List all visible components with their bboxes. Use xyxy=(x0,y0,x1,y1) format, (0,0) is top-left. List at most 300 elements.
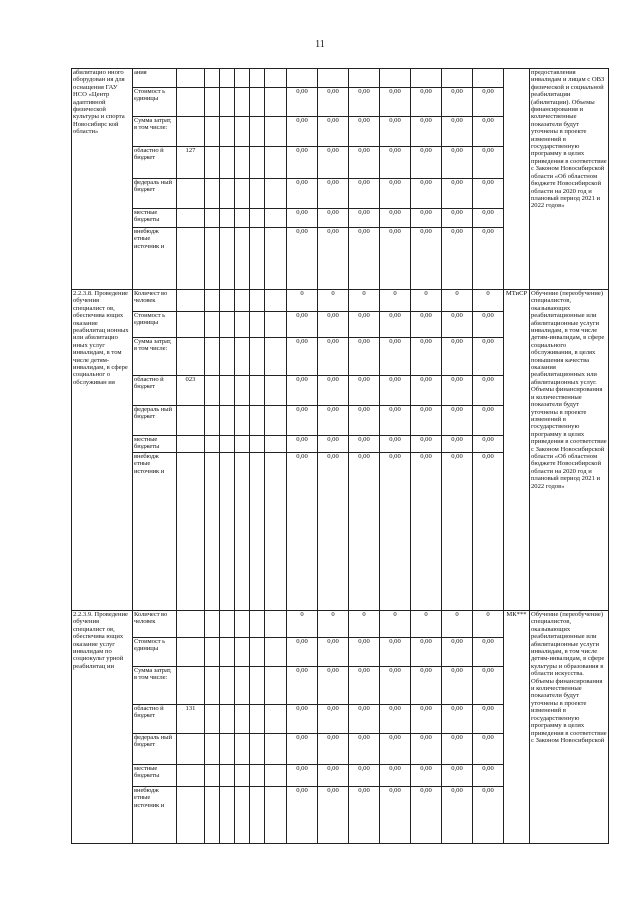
value-cell: 0,00 xyxy=(318,705,349,734)
value-cell: 0,00 xyxy=(349,338,380,376)
empty-code-cell xyxy=(220,667,235,705)
value-cell: 0,00 xyxy=(287,734,318,765)
empty-code-cell xyxy=(205,638,220,667)
value-cell: 0,00 xyxy=(380,705,411,734)
indicator-label-cell: Количест во человек xyxy=(133,290,177,312)
empty-code-cell xyxy=(235,69,250,88)
empty-code-cell xyxy=(235,406,250,436)
value-cell: 0,00 xyxy=(380,117,411,147)
empty-code-cell xyxy=(265,117,287,147)
value-cell: 0,00 xyxy=(473,147,504,179)
empty-code-cell xyxy=(250,406,265,436)
value-cell: 0,00 xyxy=(287,338,318,376)
value-cell: 0,00 xyxy=(380,147,411,179)
empty-code-cell xyxy=(235,734,250,765)
value-cell: 0,00 xyxy=(287,667,318,705)
value-cell: 0,00 xyxy=(473,638,504,667)
empty-code-cell xyxy=(250,705,265,734)
value-cell: 0,00 xyxy=(442,453,473,611)
empty-code-cell xyxy=(265,88,287,117)
value-cell: 0,00 xyxy=(380,179,411,209)
empty-code-cell xyxy=(220,638,235,667)
empty-code-cell xyxy=(235,638,250,667)
value-cell: 0,00 xyxy=(318,117,349,147)
empty-code-cell xyxy=(220,88,235,117)
value-cell: 0,00 xyxy=(473,453,504,611)
empty-code-cell xyxy=(220,787,235,844)
budget-code-cell xyxy=(177,88,205,117)
empty-code-cell xyxy=(235,765,250,787)
empty-code-cell xyxy=(250,436,265,453)
value-cell: 0,00 xyxy=(473,117,504,147)
value-cell: 0,00 xyxy=(442,667,473,705)
empty-code-cell xyxy=(250,734,265,765)
indicator-label-cell: внебюдж етные источник и xyxy=(133,228,177,290)
value-cell: 0,00 xyxy=(380,667,411,705)
value-cell: 0,00 xyxy=(287,436,318,453)
empty-code-cell xyxy=(250,638,265,667)
empty-code-cell xyxy=(220,147,235,179)
value-cell: 0,00 xyxy=(287,406,318,436)
value-cell: 0,00 xyxy=(442,228,473,290)
empty-code-cell xyxy=(205,436,220,453)
empty-code-cell xyxy=(250,147,265,179)
value-cell: 0,00 xyxy=(442,765,473,787)
value-cell: 0,00 xyxy=(442,209,473,228)
executor-cell: МТиСР xyxy=(504,290,530,611)
value-cell: 0,00 xyxy=(318,667,349,705)
value-cell: 0,00 xyxy=(442,179,473,209)
value-cell xyxy=(411,69,442,88)
empty-code-cell xyxy=(235,290,250,312)
empty-code-cell xyxy=(205,453,220,611)
empty-code-cell xyxy=(205,290,220,312)
value-cell: 0,00 xyxy=(287,638,318,667)
value-cell: 0,00 xyxy=(349,765,380,787)
value-cell: 0,00 xyxy=(473,179,504,209)
empty-code-cell xyxy=(220,338,235,376)
value-cell: 0 xyxy=(349,611,380,638)
value-cell: 0 xyxy=(442,611,473,638)
empty-code-cell xyxy=(220,290,235,312)
value-cell: 0,00 xyxy=(318,453,349,611)
value-cell: 0,00 xyxy=(380,312,411,338)
value-cell: 0,00 xyxy=(287,228,318,290)
empty-code-cell xyxy=(205,228,220,290)
indicator-label-cell: федераль ный бюджет xyxy=(133,179,177,209)
empty-code-cell xyxy=(250,611,265,638)
empty-code-cell xyxy=(220,228,235,290)
indicator-label-cell: внебюдж етные источник и xyxy=(133,453,177,611)
budget-code-cell xyxy=(177,734,205,765)
value-cell: 0,00 xyxy=(380,734,411,765)
value-cell: 0,00 xyxy=(473,734,504,765)
table-row xyxy=(72,69,609,88)
empty-code-cell xyxy=(265,338,287,376)
empty-code-cell xyxy=(220,209,235,228)
value-cell: 0,00 xyxy=(287,312,318,338)
empty-code-cell xyxy=(265,787,287,844)
budget-code-cell xyxy=(177,179,205,209)
value-cell: 0,00 xyxy=(349,179,380,209)
value-cell xyxy=(473,69,504,88)
value-cell: 0,00 xyxy=(318,147,349,179)
value-cell: 0,00 xyxy=(349,734,380,765)
activity-name-cell: абилитацио нного оборудован ия для оснащения ГАУ НСО «Центр адаптивной физической культуры и спорта Новосибирс кой области» xyxy=(72,69,133,290)
indicator-label-cell: местные бюджеты xyxy=(133,209,177,228)
empty-code-cell xyxy=(250,667,265,705)
empty-code-cell xyxy=(235,436,250,453)
value-cell: 0,00 xyxy=(380,787,411,844)
value-cell: 0,00 xyxy=(318,406,349,436)
value-cell: 0,00 xyxy=(380,453,411,611)
page-number: 11 xyxy=(315,39,325,50)
empty-code-cell xyxy=(235,338,250,376)
empty-code-cell xyxy=(205,338,220,376)
value-cell: 0,00 xyxy=(349,88,380,117)
value-cell xyxy=(380,69,411,88)
value-cell: 0,00 xyxy=(380,406,411,436)
indicator-label-cell: Стоимост ь единицы xyxy=(133,88,177,117)
value-cell: 0,00 xyxy=(287,376,318,406)
value-cell: 0 xyxy=(411,290,442,312)
value-cell: 0,00 xyxy=(411,228,442,290)
value-cell: 0,00 xyxy=(380,228,411,290)
value-cell: 0,00 xyxy=(411,667,442,705)
empty-code-cell xyxy=(205,376,220,406)
empty-code-cell xyxy=(250,228,265,290)
value-cell: 0,00 xyxy=(349,406,380,436)
empty-code-cell xyxy=(205,406,220,436)
indicator-label-cell: федераль ный бюджет xyxy=(133,734,177,765)
value-cell: 0,00 xyxy=(380,638,411,667)
value-cell: 0,00 xyxy=(442,338,473,376)
value-cell: 0,00 xyxy=(287,117,318,147)
value-cell: 0,00 xyxy=(349,638,380,667)
empty-code-cell xyxy=(205,69,220,88)
empty-code-cell xyxy=(250,338,265,376)
budget-code-cell xyxy=(177,69,205,88)
empty-code-cell xyxy=(250,117,265,147)
value-cell: 0,00 xyxy=(442,638,473,667)
empty-code-cell xyxy=(205,147,220,179)
empty-code-cell xyxy=(250,376,265,406)
empty-code-cell xyxy=(220,312,235,338)
note-cell: Обучение (переобучение) специалистов, оказывающих реабилитационные или абилитационные услуги инвалидам, в том числе детям-инвалидам, в сфере культуры и образования в области искусства. Объемы финансирования и количественные показатели будут уточнены в проекте изменений в государственную программу в целях приведения в соответствие с Законом Новосибирской xyxy=(530,611,609,844)
empty-code-cell xyxy=(250,69,265,88)
value-cell: 0,00 xyxy=(411,147,442,179)
value-cell: 0,00 xyxy=(411,453,442,611)
value-cell: 0,00 xyxy=(318,734,349,765)
activity-name-cell: 2.2.3.8. Проведение обучения специалист ов, обеспечива ющих оказание реабилитац ионных или абилитацио нных услуг инвалидам, в том числе детям-инвалидам, в сфере социальног о обслуживан ия xyxy=(72,290,133,611)
empty-code-cell xyxy=(265,209,287,228)
value-cell: 0,00 xyxy=(349,436,380,453)
value-cell: 0 xyxy=(287,290,318,312)
value-cell: 0,00 xyxy=(411,338,442,376)
value-cell xyxy=(287,69,318,88)
value-cell xyxy=(442,69,473,88)
value-cell: 0,00 xyxy=(473,209,504,228)
value-cell: 0,00 xyxy=(473,705,504,734)
value-cell: 0,00 xyxy=(442,117,473,147)
empty-code-cell xyxy=(250,88,265,117)
value-cell: 0,00 xyxy=(318,88,349,117)
value-cell: 0,00 xyxy=(473,338,504,376)
value-cell: 0,00 xyxy=(473,667,504,705)
value-cell: 0,00 xyxy=(380,376,411,406)
empty-code-cell xyxy=(235,376,250,406)
empty-code-cell xyxy=(265,436,287,453)
empty-code-cell xyxy=(265,147,287,179)
empty-code-cell xyxy=(235,667,250,705)
empty-code-cell xyxy=(235,611,250,638)
value-cell: 0,00 xyxy=(442,436,473,453)
value-cell: 0,00 xyxy=(287,209,318,228)
empty-code-cell xyxy=(235,179,250,209)
indicator-label-cell: Сумма затрат, в том числе: xyxy=(133,117,177,147)
empty-code-cell xyxy=(205,312,220,338)
indicator-label-cell: Количест во человек xyxy=(133,611,177,638)
empty-code-cell xyxy=(235,312,250,338)
budget-code-cell xyxy=(177,312,205,338)
empty-code-cell xyxy=(220,69,235,88)
empty-code-cell xyxy=(265,179,287,209)
empty-code-cell xyxy=(205,88,220,117)
empty-code-cell xyxy=(265,453,287,611)
empty-code-cell xyxy=(265,69,287,88)
value-cell: 0,00 xyxy=(380,338,411,376)
value-cell: 0,00 xyxy=(411,787,442,844)
empty-code-cell xyxy=(265,734,287,765)
empty-code-cell xyxy=(205,611,220,638)
value-cell: 0,00 xyxy=(473,376,504,406)
empty-code-cell xyxy=(235,705,250,734)
value-cell: 0,00 xyxy=(411,209,442,228)
value-cell: 0,00 xyxy=(318,376,349,406)
value-cell: 0,00 xyxy=(349,376,380,406)
empty-code-cell xyxy=(265,638,287,667)
empty-code-cell xyxy=(205,179,220,209)
value-cell: 0,00 xyxy=(442,88,473,117)
empty-code-cell xyxy=(250,453,265,611)
value-cell xyxy=(318,69,349,88)
value-cell: 0,00 xyxy=(473,765,504,787)
activity-name-cell: 2.2.3.9. Проведение обучения специалист ов, обеспечива ющих оказание услуг инвалидам по социокульт урной реабилитац ии xyxy=(72,611,133,844)
empty-code-cell xyxy=(205,209,220,228)
value-cell: 0,00 xyxy=(411,638,442,667)
empty-code-cell xyxy=(220,453,235,611)
value-cell: 0,00 xyxy=(287,88,318,117)
value-cell: 0,00 xyxy=(442,312,473,338)
budget-code-cell xyxy=(177,765,205,787)
indicator-label-cell: областно й бюджет xyxy=(133,705,177,734)
empty-code-cell xyxy=(220,705,235,734)
empty-code-cell xyxy=(205,734,220,765)
empty-code-cell xyxy=(235,117,250,147)
indicator-label-cell: областно й бюджет xyxy=(133,147,177,179)
empty-code-cell xyxy=(220,179,235,209)
value-cell: 0,00 xyxy=(318,638,349,667)
budget-code-cell xyxy=(177,406,205,436)
value-cell: 0 xyxy=(473,290,504,312)
empty-code-cell xyxy=(235,147,250,179)
value-cell: 0,00 xyxy=(349,667,380,705)
table-row xyxy=(72,290,609,312)
value-cell: 0,00 xyxy=(473,436,504,453)
empty-code-cell xyxy=(265,765,287,787)
budget-code-cell: 023 xyxy=(177,376,205,406)
value-cell: 0,00 xyxy=(287,765,318,787)
budget-code-cell xyxy=(177,436,205,453)
value-cell: 0,00 xyxy=(349,312,380,338)
value-cell: 0,00 xyxy=(318,312,349,338)
value-cell: 0,00 xyxy=(442,705,473,734)
value-cell: 0,00 xyxy=(287,787,318,844)
executor-cell xyxy=(504,69,530,290)
empty-code-cell xyxy=(250,787,265,844)
value-cell: 0,00 xyxy=(473,228,504,290)
value-cell: 0,00 xyxy=(442,147,473,179)
program-activities-table xyxy=(71,68,609,844)
budget-code-cell: 127 xyxy=(177,147,205,179)
budget-code-cell xyxy=(177,117,205,147)
empty-code-cell xyxy=(220,734,235,765)
budget-code-cell xyxy=(177,667,205,705)
empty-code-cell xyxy=(220,376,235,406)
note-cell: Обучение (переобучение) специалистов, оказывающих реабилитационные или абилитационные услуги инвалидам, в том числе детям-инвалидам, в сфере социального обслуживания, в целях повышения качества оказания реабилитационных или абилитационных услуг. Объемы финансирования и количественные показатели будут уточнены в проекте изменений в государственную программу в целях приведения в соответствие с Законом Новосибирской области «Об областном бюджете Новосибирской области на 2020 год и плановый период 2021 и 2022 годов» xyxy=(530,290,609,611)
value-cell: 0 xyxy=(380,611,411,638)
empty-code-cell xyxy=(250,312,265,338)
indicator-label-cell: Стоимост ь единицы xyxy=(133,638,177,667)
empty-code-cell xyxy=(265,406,287,436)
empty-code-cell xyxy=(250,209,265,228)
value-cell: 0,00 xyxy=(318,436,349,453)
indicator-label-cell: местные бюджеты xyxy=(133,765,177,787)
budget-code-cell xyxy=(177,453,205,611)
value-cell: 0,00 xyxy=(287,453,318,611)
empty-code-cell xyxy=(250,765,265,787)
value-cell: 0 xyxy=(287,611,318,638)
empty-code-cell xyxy=(250,179,265,209)
value-cell: 0,00 xyxy=(349,453,380,611)
indicator-label-cell: областно й бюджет xyxy=(133,376,177,406)
value-cell: 0 xyxy=(411,611,442,638)
budget-code-cell xyxy=(177,290,205,312)
budget-code-cell xyxy=(177,787,205,844)
indicator-label-cell: ания xyxy=(133,69,177,88)
value-cell: 0,00 xyxy=(411,406,442,436)
indicator-label-cell: внебюдж етные источник и xyxy=(133,787,177,844)
value-cell: 0,00 xyxy=(411,179,442,209)
indicator-label-cell: Сумма затрат, в том числе: xyxy=(133,667,177,705)
indicator-label-cell: Стоимост ь единицы xyxy=(133,312,177,338)
empty-code-cell xyxy=(265,667,287,705)
empty-code-cell xyxy=(265,376,287,406)
value-cell: 0,00 xyxy=(380,209,411,228)
empty-code-cell xyxy=(235,228,250,290)
value-cell: 0,00 xyxy=(349,209,380,228)
empty-code-cell xyxy=(235,453,250,611)
empty-code-cell xyxy=(265,611,287,638)
value-cell: 0,00 xyxy=(318,179,349,209)
value-cell: 0 xyxy=(442,290,473,312)
empty-code-cell xyxy=(205,787,220,844)
empty-code-cell xyxy=(235,209,250,228)
value-cell: 0,00 xyxy=(349,787,380,844)
value-cell: 0,00 xyxy=(442,787,473,844)
empty-code-cell xyxy=(220,765,235,787)
value-cell: 0,00 xyxy=(473,88,504,117)
indicator-label-cell: местные бюджеты xyxy=(133,436,177,453)
value-cell: 0,00 xyxy=(411,88,442,117)
value-cell: 0,00 xyxy=(318,209,349,228)
empty-code-cell xyxy=(265,290,287,312)
value-cell: 0 xyxy=(318,290,349,312)
executor-cell: МК*** xyxy=(504,611,530,844)
value-cell: 0,00 xyxy=(411,705,442,734)
budget-code-cell xyxy=(177,638,205,667)
empty-code-cell xyxy=(220,406,235,436)
empty-code-cell xyxy=(265,228,287,290)
value-cell: 0 xyxy=(349,290,380,312)
empty-code-cell xyxy=(265,312,287,338)
empty-code-cell xyxy=(250,290,265,312)
value-cell: 0,00 xyxy=(411,436,442,453)
table-row xyxy=(72,611,609,638)
value-cell: 0,00 xyxy=(442,406,473,436)
empty-code-cell xyxy=(220,611,235,638)
value-cell: 0,00 xyxy=(318,228,349,290)
value-cell: 0,00 xyxy=(349,147,380,179)
indicator-label-cell: Сумма затрат, в том числе: xyxy=(133,338,177,376)
value-cell: 0,00 xyxy=(380,88,411,117)
value-cell xyxy=(349,69,380,88)
value-cell: 0,00 xyxy=(411,376,442,406)
budget-code-cell xyxy=(177,228,205,290)
value-cell: 0,00 xyxy=(287,147,318,179)
empty-code-cell xyxy=(205,667,220,705)
empty-code-cell xyxy=(205,117,220,147)
value-cell: 0,00 xyxy=(380,436,411,453)
value-cell: 0,00 xyxy=(287,179,318,209)
value-cell: 0,00 xyxy=(349,705,380,734)
value-cell: 0,00 xyxy=(318,787,349,844)
indicator-label-cell: федераль ный бюджет xyxy=(133,406,177,436)
budget-code-cell: 131 xyxy=(177,705,205,734)
empty-code-cell xyxy=(235,88,250,117)
value-cell: 0,00 xyxy=(411,312,442,338)
budget-code-cell xyxy=(177,209,205,228)
empty-code-cell xyxy=(220,436,235,453)
empty-code-cell xyxy=(265,705,287,734)
empty-code-cell xyxy=(205,765,220,787)
value-cell: 0 xyxy=(473,611,504,638)
note-cell: предоставления инвалидам и лицам с ОВЗ физической и социальной реабилитации (абилитации). Объемы финансирования и количественные показатели будут уточнены в проекте изменений в государственную программу в целях приведения в соответствие с Законом Новосибирской области «Об областном бюджете Новосибирской области на 2020 год и плановый период 2021 и 2022 годов» xyxy=(530,69,609,290)
value-cell: 0,00 xyxy=(287,705,318,734)
empty-code-cell xyxy=(220,117,235,147)
value-cell: 0,00 xyxy=(473,406,504,436)
empty-code-cell xyxy=(205,705,220,734)
value-cell: 0,00 xyxy=(411,117,442,147)
value-cell: 0,00 xyxy=(349,117,380,147)
value-cell: 0 xyxy=(318,611,349,638)
value-cell: 0,00 xyxy=(349,228,380,290)
budget-code-cell xyxy=(177,338,205,376)
value-cell: 0 xyxy=(380,290,411,312)
value-cell: 0,00 xyxy=(442,734,473,765)
value-cell: 0,00 xyxy=(318,338,349,376)
value-cell: 0,00 xyxy=(380,765,411,787)
